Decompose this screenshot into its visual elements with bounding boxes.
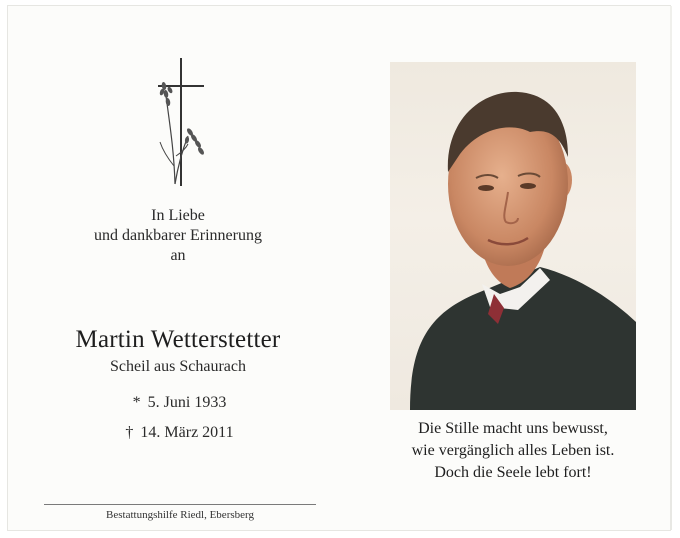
dedication-line-3: an xyxy=(170,247,186,264)
memorial-card xyxy=(8,6,670,530)
death-date-text: 14. März 2011 xyxy=(140,424,234,441)
verse-line-2: wie vergänglich alles Leben ist. xyxy=(411,442,615,459)
death-symbol: † xyxy=(125,424,134,441)
cross-with-wheat-icon xyxy=(148,56,208,196)
dedication-line-1: In Liebe xyxy=(151,207,205,224)
death-date xyxy=(38,424,318,442)
deceased-origin: Scheil aus Schaurach xyxy=(110,358,246,375)
verse-line-1: Die Stille macht uns bewusst, xyxy=(418,420,608,437)
deceased-name: Martin Wetterstetter xyxy=(75,326,281,353)
funeral-home: Bestattungshilfe Riedl, Ebersberg xyxy=(106,509,254,521)
birth-date-text: 5. Juni 1933 xyxy=(147,394,227,411)
portrait-photo xyxy=(390,62,636,410)
birth-symbol: * xyxy=(132,394,141,411)
verse-line-3: Doch die Seele lebt fort! xyxy=(434,464,592,481)
portrait-illustration xyxy=(390,62,636,410)
dedication-line-2: und dankbarer Erinnerung xyxy=(94,227,262,244)
footer-divider xyxy=(44,504,316,505)
birth-date xyxy=(38,394,318,412)
